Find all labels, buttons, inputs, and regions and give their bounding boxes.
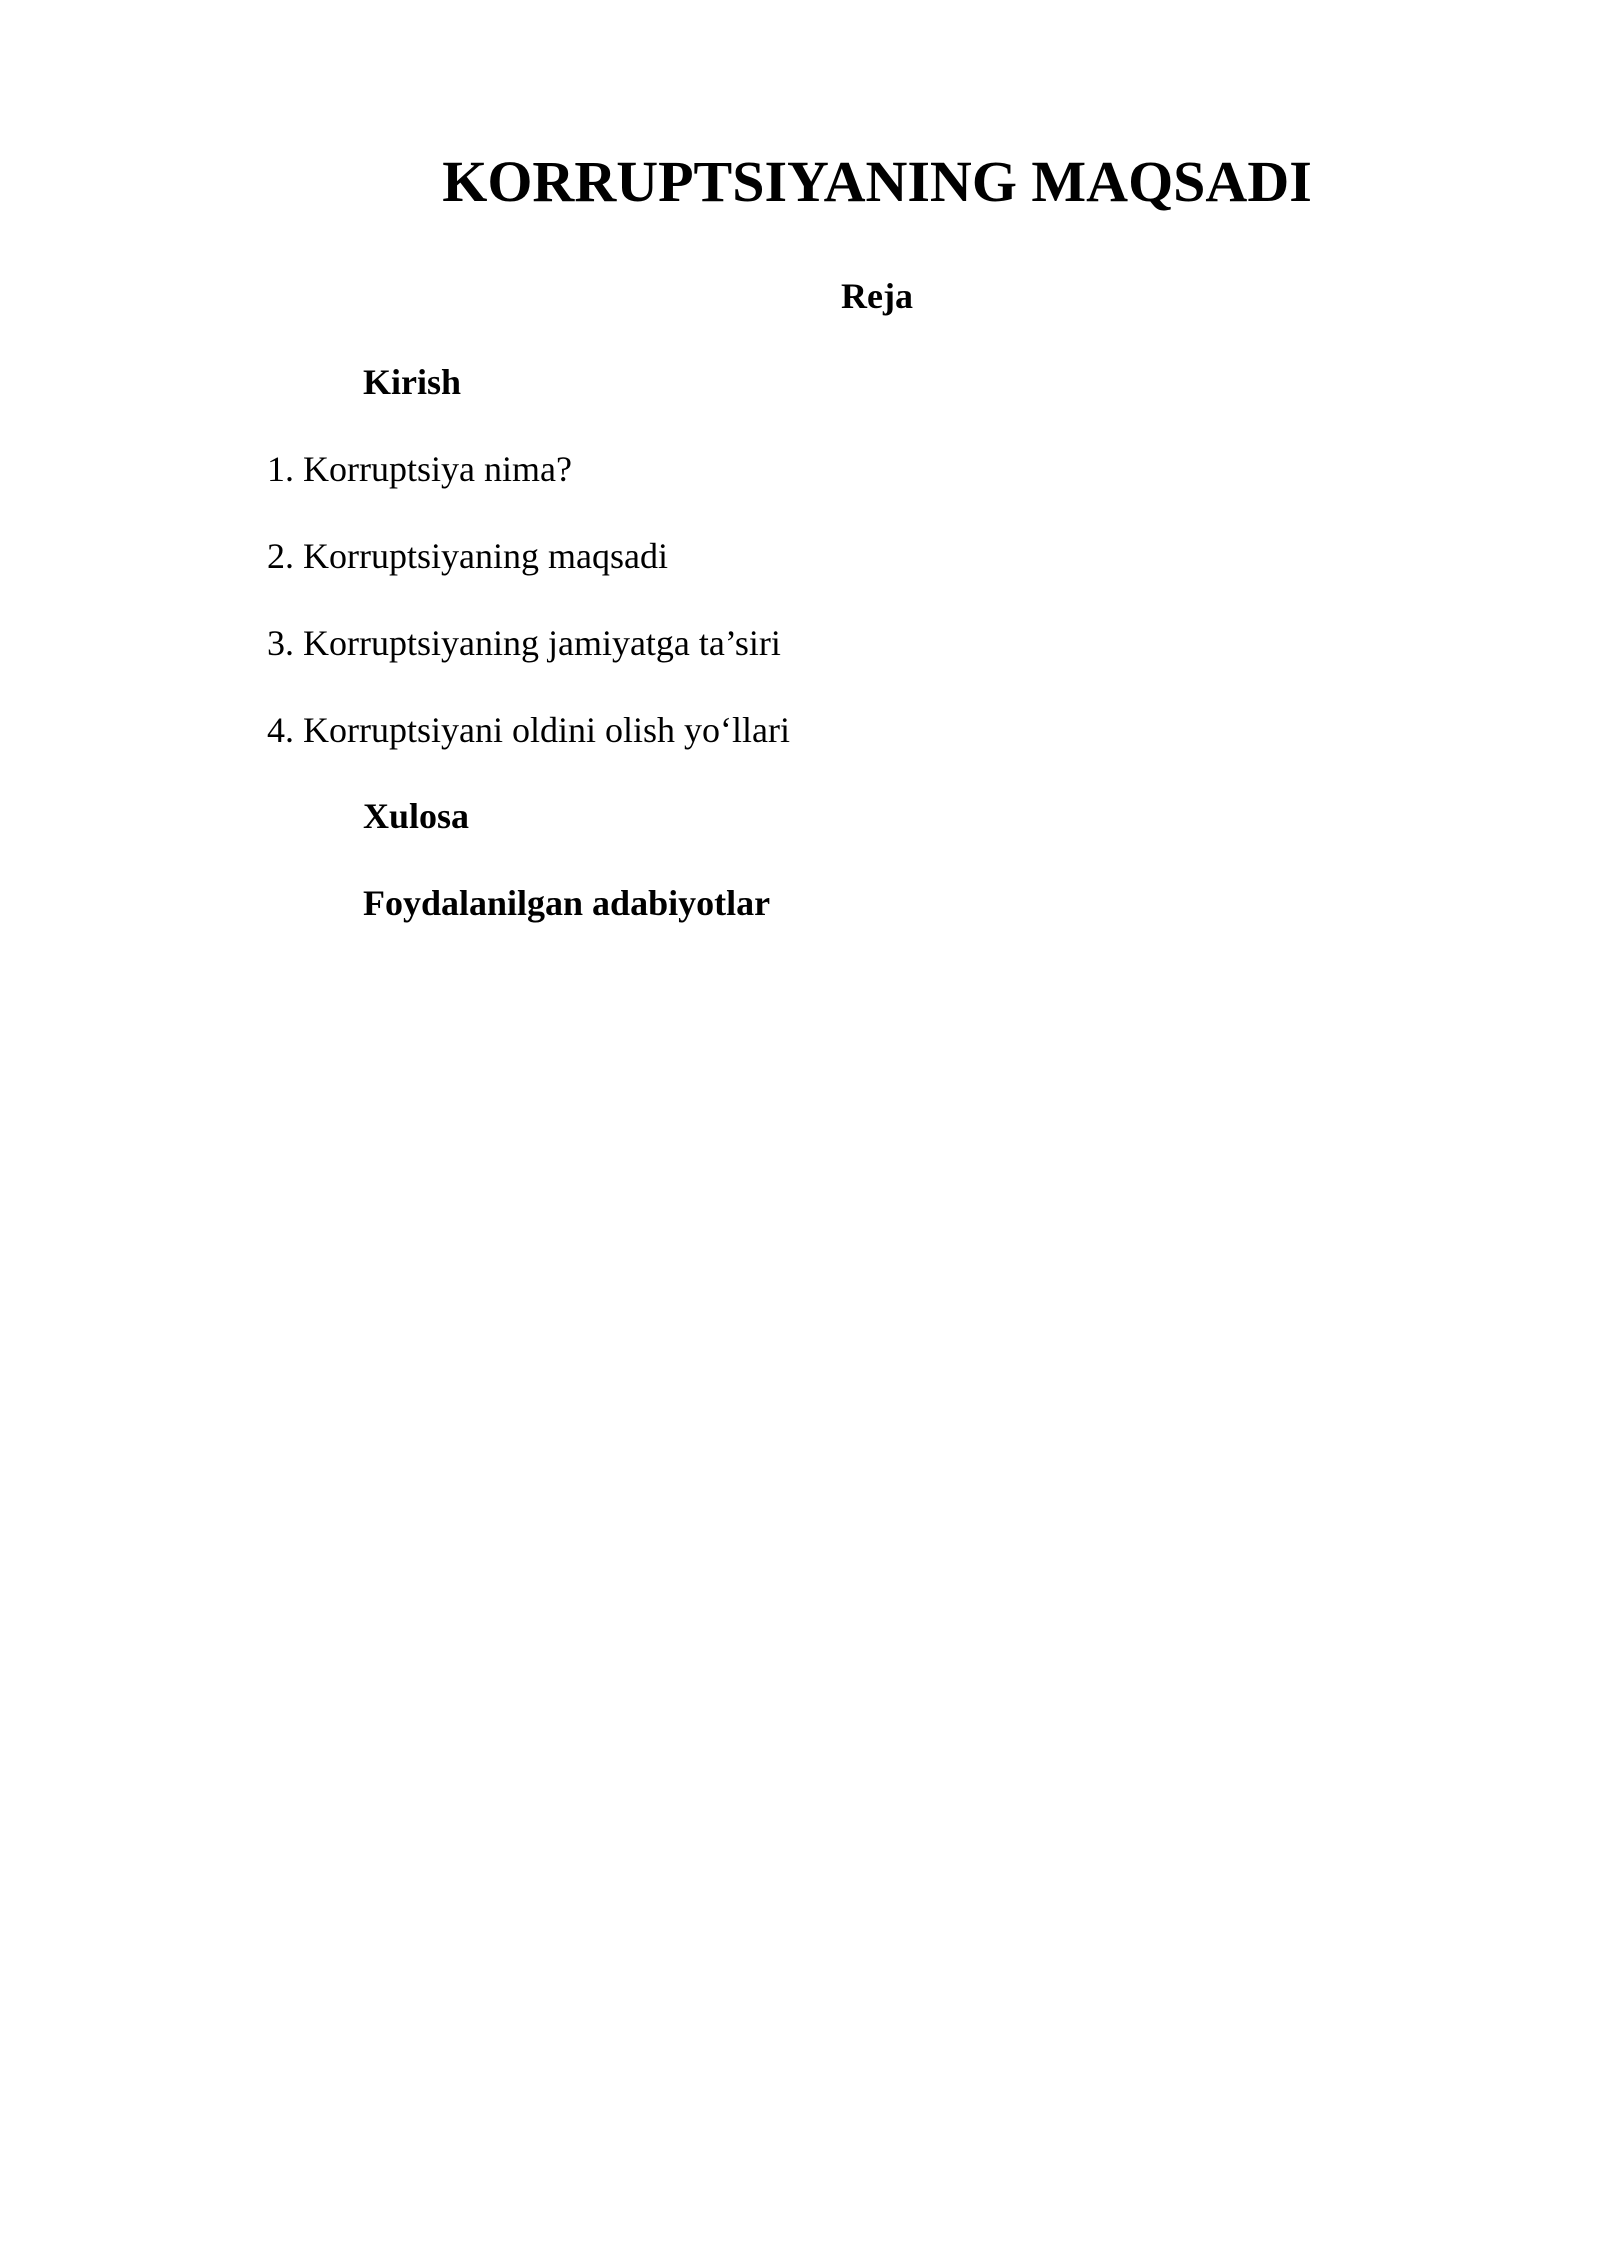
plan-item-2: 2. Korruptsiyaning maqsadi	[267, 536, 668, 576]
plan-item-references: Foydalanilgan adabiyotlar	[363, 883, 771, 923]
plan-item-1: 1. Korruptsiya nima?	[267, 449, 572, 489]
plan-heading: Reja	[841, 276, 913, 316]
document-title: KORRUPTSIYANING MAQSADI	[442, 149, 1312, 214]
plan-item-4: 4. Korruptsiyani oldini olish yo‘llari	[267, 710, 790, 750]
plan-item-3: 3. Korruptsiyaning jamiyatga ta’siri	[267, 623, 781, 663]
plan-item-conclusion: Xulosa	[363, 796, 470, 836]
plan-item-introduction: Kirish	[363, 362, 462, 402]
